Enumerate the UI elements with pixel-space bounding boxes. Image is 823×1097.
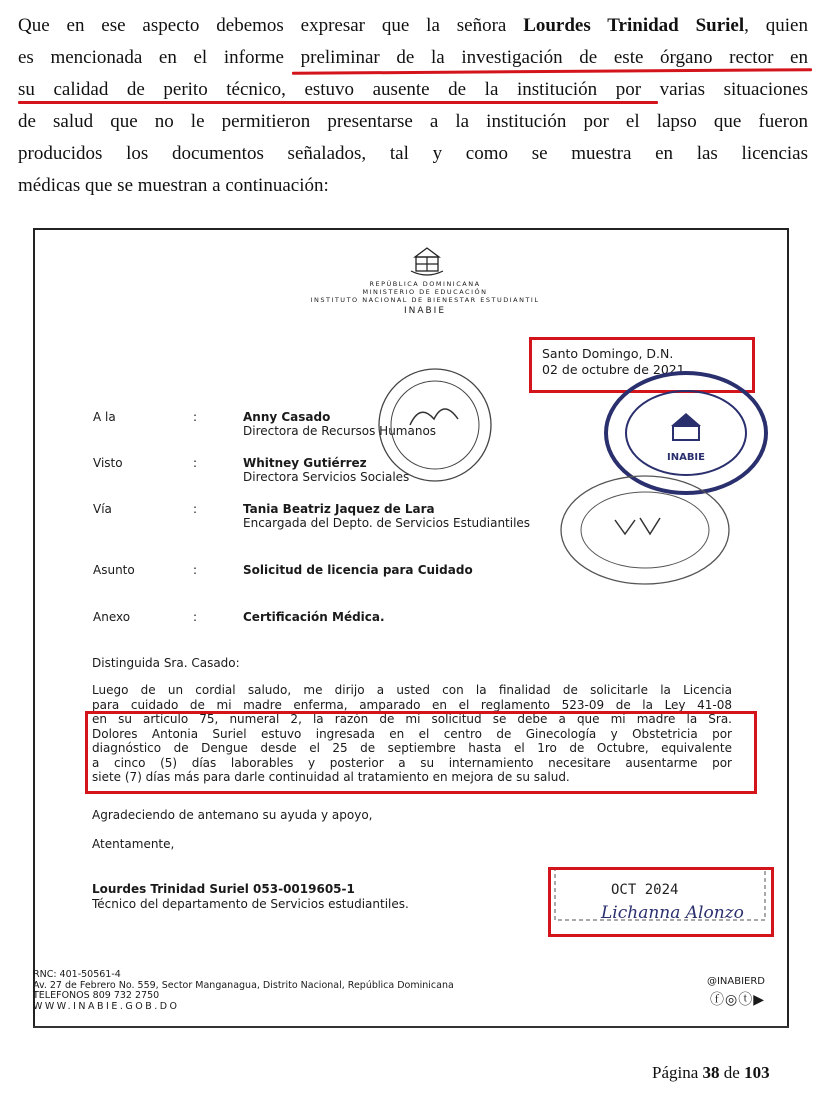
- row-label-anexo: Anexo: [93, 610, 131, 624]
- seal-inabie-text: INABIE: [666, 452, 706, 463]
- intro-line-5: producidos los documentos señalados, tal y como se muestra en las licencias: [18, 143, 808, 164]
- greeting: Distinguida Sra. Casado:: [92, 656, 240, 670]
- row-label-a-la: A la: [93, 410, 116, 424]
- scan-bottom-edge: [33, 1026, 789, 1028]
- anexo-value: Certificación Médica.: [243, 610, 385, 624]
- intro-line-6: médicas que se muestran a continuación:: [18, 175, 329, 196]
- thanks-line: Agradeciendo de antemano su ayuda y apoyo,: [92, 808, 373, 822]
- body-line: siete (7) días más para darle continuidad al tratamiento en mejora de su salud.: [92, 770, 570, 784]
- signer-title: Técnico del departamento de Servicios estudiantiles.: [92, 897, 409, 911]
- social-icons: [675, 989, 765, 1009]
- letterhead-org: INABIE: [403, 306, 447, 316]
- letter-place: Santo Domingo, D.N.: [542, 346, 674, 361]
- body-line: en su artículo 75, numeral 2, la razón de mi solicitud se debe a que mi madre la Sra.: [92, 712, 732, 726]
- body-highlight-box: [85, 711, 757, 794]
- visto-title: Directora Servicios Sociales: [243, 470, 410, 484]
- row-label-visto: Visto: [93, 456, 123, 470]
- row-colon: :: [193, 502, 198, 516]
- row-label-via: Vía: [93, 502, 112, 516]
- letterhead-institute: INSTITUTO NACIONAL DE BIENESTAR ESTUDIANTIL: [310, 296, 540, 304]
- intro-line-4: de salud que no le permitieron presentarse a la institución por el lapso que fueron: [18, 111, 808, 132]
- page-number: Página 38 de 103: [652, 1063, 770, 1082]
- via-name: Tania Beatriz Jaquez de Lara: [243, 502, 435, 516]
- intro-line-2: es mencionada en el informe preliminar de la investigación de este órgano rector en: [18, 47, 808, 68]
- via-title: Encargada del Depto. de Servicios Estudiantiles: [243, 516, 531, 530]
- received-stamp: [551, 870, 771, 934]
- received-signature: Lichanna Alonzo: [601, 903, 744, 923]
- body-line: Luego de un cordial saludo, me dirijo a usted con la finalidad de solicitarle la Licencia: [92, 683, 732, 697]
- body-line: a cinco (5) días laborables y posterior a su internamiento necesitare ausentarme por: [92, 755, 732, 770]
- row-label-asunto: Asunto: [93, 563, 135, 577]
- youtube-icon: ▶: [753, 992, 765, 1008]
- intro-line-3: su calidad de perito técnico, estuvo ausente de la institución por varias situaciones: [18, 79, 808, 100]
- row-value-via: [243, 502, 530, 530]
- social-handle: @INABIERD: [706, 976, 765, 987]
- footer-phone: TELEFONOS 809 732 2750: [33, 990, 160, 1001]
- footer-address: Av. 27 de Febrero No. 559, Sector Manganagua, Distrito Nacional, República Dominicana: [33, 979, 454, 991]
- twitter-icon: ⓣ: [738, 992, 754, 1008]
- received-date-text: OCT 2024: [611, 882, 679, 898]
- social-block: [675, 976, 765, 1009]
- body-line: para cuidado de mi madre enferma, amparado en el reglamento 523-09 de la Ley 41-08: [92, 697, 732, 712]
- instagram-icon: ◎: [725, 992, 739, 1008]
- intro-line-1: Que en ese aspecto debemos expresar que la señora Lourdes Trinidad Suriel, quien: [18, 15, 808, 36]
- recipient-title: Directora de Recursos Humanos: [243, 424, 437, 438]
- scanned-letter: [33, 228, 789, 1028]
- asunto-value: Solicitud de licencia para Cuidado: [243, 563, 473, 577]
- letterhead-country: REPÚBLICA DOMINICANA: [369, 280, 481, 288]
- body-line: diagnóstico de Dengue desde el 25 de septiembre hasta el 1ro de Octubre, equivalente: [92, 741, 732, 755]
- signer-name: Lourdes Trinidad Suriel 053-0019605-1: [92, 882, 355, 896]
- row-colon: :: [193, 410, 198, 424]
- closing-line: Atentamente,: [92, 837, 175, 851]
- person-name: Lourdes Trinidad Suriel: [523, 15, 745, 36]
- red-underline-2: [18, 101, 658, 104]
- body-line: Dolores Antonia Suriel estuvo ingresada en el centro de Ginecología y Obstetricia por: [92, 726, 732, 741]
- intro-paragraph: [18, 10, 808, 202]
- letter-date: 02 de octubre de 2021: [542, 362, 685, 377]
- footer-web: WWW.INABIE.GOB.DO: [33, 1000, 180, 1012]
- row-colon: :: [193, 456, 198, 470]
- estudiantiles-seal-icon: [555, 470, 735, 590]
- recipient-name: Anny Casado: [243, 410, 331, 424]
- letter-footer: [33, 970, 454, 1012]
- letterhead-ministry: MINISTERIO DE EDUCACIÓN: [362, 288, 488, 296]
- row-colon: :: [193, 563, 198, 577]
- row-colon: :: [193, 610, 198, 624]
- facebook-icon: ⓕ: [710, 992, 725, 1008]
- footer-rnc: RNC: 401-50561-4: [33, 969, 121, 980]
- rrhh-seal-icon: [370, 365, 500, 485]
- visto-name: Whitney Gutiérrez: [243, 456, 367, 470]
- letterhead: [275, 250, 575, 315]
